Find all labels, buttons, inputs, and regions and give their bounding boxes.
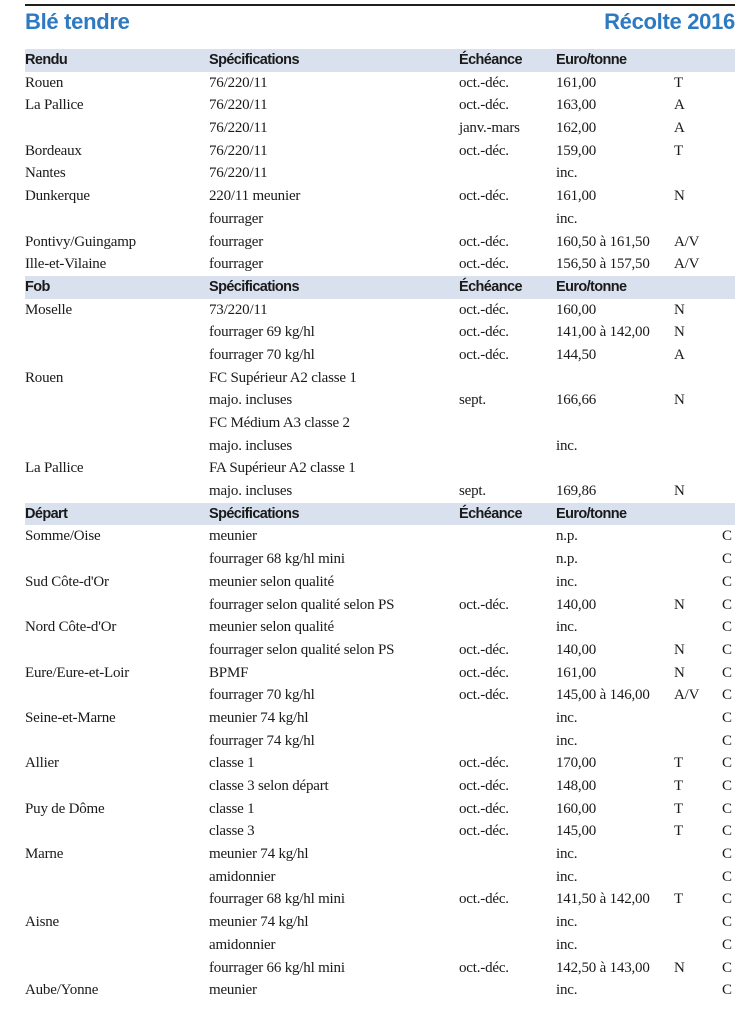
- cell-location: Nord Côte-d'Or: [25, 619, 117, 636]
- table-row: [25, 957, 735, 980]
- header-price: Euro/tonne: [556, 52, 627, 68]
- cell-spec: fourrager: [209, 233, 263, 250]
- cell-price: 145,00: [556, 823, 597, 840]
- cell-side: C: [722, 755, 732, 772]
- cell-spec: 220/11 meunier: [209, 188, 301, 205]
- cell-code: T: [674, 891, 683, 908]
- table-row: [25, 525, 735, 548]
- cell-price: 170,00: [556, 755, 597, 772]
- table-row: [25, 571, 735, 594]
- cell-side: C: [722, 846, 732, 863]
- cell-spec: fourrager selon qualité selon PS: [209, 596, 395, 613]
- cell-due: oct.-déc.: [459, 778, 509, 794]
- table-row: [25, 979, 735, 1002]
- cell-spec: 76/220/11: [209, 142, 268, 159]
- cell-spec: fourrager 70 kg/hl: [209, 687, 315, 704]
- cell-spec: fourrager 74 kg/hl: [209, 732, 315, 749]
- table-row: [25, 457, 735, 480]
- cell-price: 161,00: [556, 664, 597, 681]
- cell-location: Rouen: [25, 369, 64, 386]
- cell-location: Bordeaux: [25, 142, 82, 159]
- cell-spec: fourrager selon qualité selon PS: [209, 641, 395, 658]
- cell-side: C: [722, 709, 732, 726]
- cell-code: N: [674, 596, 685, 613]
- table-row: [25, 480, 735, 503]
- cell-code: N: [674, 324, 685, 341]
- cell-side: C: [722, 528, 732, 545]
- harvest-year: Récolte 2016: [604, 9, 735, 34]
- cell-side: C: [722, 982, 732, 999]
- cell-spec: meunier 74 kg/hl: [209, 914, 309, 931]
- cell-side: C: [722, 914, 732, 931]
- cell-due: sept.: [459, 392, 486, 409]
- cell-spec: meunier selon qualité: [209, 573, 334, 590]
- cell-code: N: [674, 959, 685, 976]
- cell-due: janv.-mars: [459, 120, 520, 137]
- cell-side: C: [722, 936, 732, 953]
- cell-spec: meunier 74 kg/hl: [209, 709, 309, 726]
- cell-spec: classe 1: [209, 800, 255, 817]
- cell-location: Sud Côte-d'Or: [25, 573, 109, 590]
- cell-code: A/V: [674, 233, 700, 250]
- cell-side: C: [722, 573, 732, 590]
- cell-price: 141,00 à 142,00: [556, 324, 650, 341]
- table-row: [25, 866, 735, 889]
- cell-location: La Pallice: [25, 97, 84, 114]
- cell-due: oct.-déc.: [459, 74, 509, 91]
- cell-price: inc.: [556, 914, 578, 931]
- cell-spec: majo. incluses: [209, 483, 293, 500]
- cell-due: oct.-déc.: [459, 800, 509, 817]
- cell-price: 141,50 à 142,00: [556, 891, 650, 908]
- cell-location: Puy de Dôme: [25, 800, 105, 817]
- cell-location: Somme/Oise: [25, 528, 101, 545]
- cell-spec: 76/220/11: [209, 165, 268, 182]
- header-spec: Spécifications: [209, 278, 299, 295]
- cell-price: 162,00: [556, 120, 597, 137]
- cell-location: Nantes: [25, 165, 66, 182]
- cell-location: Seine-et-Marne: [25, 709, 116, 726]
- cell-spec: majo. incluses: [209, 437, 293, 454]
- table-row: [25, 162, 735, 185]
- cell-location: Marne: [25, 846, 64, 863]
- cell-location: Rouen: [25, 74, 64, 91]
- cell-due: oct.-déc.: [459, 687, 509, 704]
- cell-code: T: [674, 74, 683, 91]
- cell-due: oct.-déc.: [459, 301, 509, 318]
- cell-location: Aube/Yonne: [25, 982, 99, 999]
- table-row: [25, 684, 735, 707]
- cell-spec: classe 3: [209, 823, 255, 840]
- cell-code: A: [674, 97, 685, 114]
- cell-spec: amidonnier: [209, 936, 276, 953]
- table-row: [25, 594, 735, 617]
- header-price: Euro/tonne: [556, 505, 627, 522]
- cell-price: inc.: [556, 982, 578, 999]
- cell-due: oct.-déc.: [459, 188, 509, 205]
- cell-due: oct.-déc.: [459, 959, 509, 976]
- header-location: Rendu: [25, 52, 68, 68]
- cell-spec: FC Supérieur A2 classe 1: [209, 369, 357, 386]
- cell-price: 161,00: [556, 188, 597, 205]
- cell-price: 145,00 à 146,00: [556, 687, 650, 704]
- cell-price: 166,66: [556, 392, 597, 409]
- cell-price: 159,00: [556, 142, 597, 159]
- table-row: [25, 253, 735, 276]
- cell-location: Dunkerque: [25, 188, 90, 205]
- cell-code: T: [674, 142, 683, 159]
- cell-price: 161,00: [556, 74, 597, 91]
- table-row: [25, 934, 735, 957]
- header-location: Fob: [25, 278, 50, 295]
- cell-spec: fourrager 68 kg/hl mini: [209, 891, 345, 908]
- section-header: [25, 276, 735, 299]
- table-row: [25, 321, 735, 344]
- cell-side: C: [722, 551, 732, 568]
- header-spec: Spécifications: [209, 505, 299, 522]
- table-row: [25, 94, 735, 117]
- cell-code: N: [674, 664, 685, 681]
- cell-due: oct.-déc.: [459, 596, 509, 613]
- table-row: [25, 616, 735, 639]
- cell-price: inc.: [556, 619, 578, 636]
- cell-spec: 76/220/11: [209, 120, 268, 137]
- cell-due: sept.: [459, 483, 486, 500]
- table-row: [25, 548, 735, 571]
- cell-side: C: [722, 596, 732, 613]
- cell-spec: fourrager: [209, 210, 263, 227]
- cell-code: A/V: [674, 687, 700, 704]
- cell-spec: fourrager 69 kg/hl: [209, 324, 315, 341]
- cell-price: 142,50 à 143,00: [556, 959, 650, 976]
- cell-code: N: [674, 188, 685, 205]
- cell-spec: 73/220/11: [209, 301, 268, 318]
- cell-code: N: [674, 641, 685, 658]
- cell-due: oct.-déc.: [459, 823, 509, 840]
- table-row: [25, 730, 735, 753]
- cell-location: Ille-et-Vilaine: [25, 256, 107, 273]
- cell-price: inc.: [556, 846, 578, 863]
- cell-spec: FC Médium A3 classe 2: [209, 415, 350, 431]
- cell-spec: classe 3 selon départ: [209, 778, 329, 794]
- cell-spec: majo. incluses: [209, 392, 293, 409]
- cell-code: N: [674, 301, 685, 318]
- cell-side: C: [722, 732, 732, 749]
- table-row: [25, 231, 735, 254]
- cell-location: Eure/Eure-et-Loir: [25, 664, 130, 681]
- cell-code: A: [674, 120, 685, 137]
- table-row: [25, 412, 735, 435]
- table-row: [25, 820, 735, 843]
- cell-location: Allier: [25, 755, 59, 772]
- cell-price: 163,00: [556, 97, 597, 114]
- table-row: [25, 435, 735, 458]
- cell-due: oct.-déc.: [459, 891, 509, 908]
- cell-location: Pontivy/Guingamp: [25, 233, 136, 250]
- top-rule: [25, 4, 735, 6]
- cell-side: C: [722, 641, 732, 658]
- cell-code: T: [674, 823, 683, 840]
- cell-due: oct.-déc.: [459, 324, 509, 341]
- cell-spec: fourrager 70 kg/hl: [209, 346, 315, 363]
- cell-spec: meunier selon qualité: [209, 619, 334, 636]
- section-header: [25, 49, 735, 72]
- cell-due: oct.-déc.: [459, 233, 509, 250]
- cell-code: N: [674, 483, 685, 500]
- table-row: [25, 367, 735, 390]
- cell-price: inc.: [556, 732, 578, 749]
- cell-price: 156,50 à 157,50: [556, 256, 650, 273]
- cell-code: A: [674, 346, 685, 363]
- table-row: [25, 299, 735, 322]
- cell-spec: fourrager 68 kg/hl mini: [209, 551, 345, 568]
- cell-price: inc.: [556, 437, 578, 454]
- cell-price: 140,00: [556, 641, 597, 658]
- cell-code: A/V: [674, 256, 700, 273]
- cell-price: 169,86: [556, 483, 597, 500]
- cell-price: 140,00: [556, 596, 597, 613]
- table-row: [25, 185, 735, 208]
- cell-spec: fourrager: [209, 256, 263, 273]
- cell-spec: 76/220/11: [209, 74, 268, 91]
- table-row: [25, 888, 735, 911]
- cell-code: T: [674, 778, 683, 794]
- cell-spec: amidonnier: [209, 868, 276, 885]
- cell-side: C: [722, 619, 732, 636]
- cell-price: 160,00: [556, 301, 597, 318]
- cell-due: oct.-déc.: [459, 256, 509, 273]
- cell-due: oct.-déc.: [459, 664, 509, 681]
- table-row: [25, 775, 735, 798]
- cell-side: C: [722, 800, 732, 817]
- header-location: Départ: [25, 505, 68, 522]
- cell-due: oct.-déc.: [459, 97, 509, 114]
- cell-location: La Pallice: [25, 460, 84, 477]
- cell-spec: fourrager 66 kg/hl mini: [209, 959, 345, 976]
- price-table: [25, 49, 735, 1002]
- cell-side: C: [722, 664, 732, 681]
- table-row: [25, 72, 735, 95]
- header-due: Échéance: [459, 505, 522, 522]
- cell-due: oct.-déc.: [459, 755, 509, 772]
- cell-code: T: [674, 755, 683, 772]
- cell-location: Moselle: [25, 301, 72, 318]
- cell-spec: BPMF: [209, 664, 249, 681]
- header-due: Échéance: [459, 278, 522, 295]
- cell-code: T: [674, 800, 683, 817]
- cell-side: C: [722, 823, 732, 840]
- table-row: [25, 798, 735, 821]
- table-row: [25, 208, 735, 231]
- cell-price: n.p.: [556, 551, 578, 568]
- cell-price: 160,00: [556, 800, 597, 817]
- cell-price: 160,50 à 161,50: [556, 233, 650, 250]
- cell-spec: 76/220/11: [209, 97, 268, 114]
- table-row: [25, 389, 735, 412]
- cell-price: inc.: [556, 868, 578, 885]
- table-row: [25, 752, 735, 775]
- cell-price: n.p.: [556, 528, 578, 545]
- table-row: [25, 117, 735, 140]
- cell-spec: meunier: [209, 528, 257, 545]
- header-spec: Spécifications: [209, 52, 299, 68]
- cell-side: C: [722, 891, 732, 908]
- cell-spec: FA Supérieur A2 classe 1: [209, 460, 356, 477]
- table-row: [25, 662, 735, 685]
- table-row: [25, 639, 735, 662]
- cell-price: inc.: [556, 210, 578, 227]
- table-row: [25, 140, 735, 163]
- cell-spec: meunier 74 kg/hl: [209, 846, 309, 863]
- cell-side: C: [722, 687, 732, 704]
- cell-side: C: [722, 778, 732, 794]
- cell-spec: meunier: [209, 982, 257, 999]
- cell-due: oct.-déc.: [459, 641, 509, 658]
- table-row: [25, 344, 735, 367]
- cell-spec: classe 1: [209, 755, 255, 772]
- cell-due: oct.-déc.: [459, 142, 509, 159]
- cell-price: inc.: [556, 165, 578, 182]
- cell-price: inc.: [556, 573, 578, 590]
- table-row: [25, 911, 735, 934]
- cell-side: C: [722, 868, 732, 885]
- cell-price: 144,50: [556, 346, 597, 363]
- page-title: Blé tendre: [25, 9, 130, 34]
- section-header: [25, 503, 735, 526]
- cell-price: inc.: [556, 709, 578, 726]
- cell-code: N: [674, 392, 685, 409]
- table-row: [25, 707, 735, 730]
- header-price: Euro/tonne: [556, 278, 627, 295]
- cell-price: 148,00: [556, 778, 597, 794]
- cell-price: inc.: [556, 936, 578, 953]
- cell-side: C: [722, 959, 732, 976]
- header-due: Échéance: [459, 52, 522, 68]
- table-row: [25, 843, 735, 866]
- cell-location: Aisne: [25, 914, 59, 931]
- cell-due: oct.-déc.: [459, 346, 509, 363]
